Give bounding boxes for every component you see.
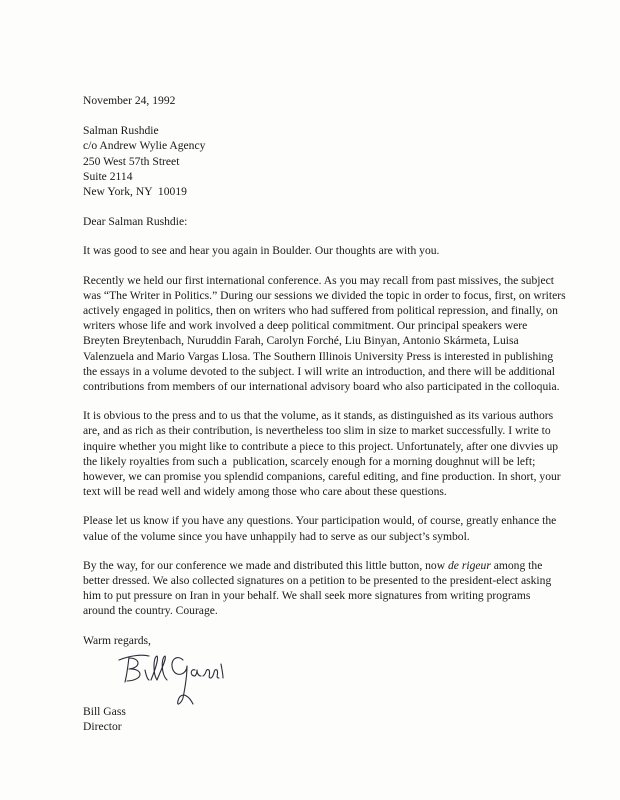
recipient-address [83, 123, 603, 199]
paragraph-2 [83, 273, 603, 395]
closing [83, 633, 603, 648]
paragraph-line: actively engaged in politics, then on writers who had suffered from political repression, and finally, on [83, 304, 558, 318]
paragraph-line: text will be read well and widely among those who care about these questions. [83, 485, 447, 499]
handwritten-signature [83, 654, 603, 716]
recipient-name: Salman Rushdie [83, 124, 159, 138]
recipient-city: New York, NY 10019 [83, 185, 187, 199]
recipient-care-of: c/o Andrew Wylie Agency [83, 139, 206, 153]
paragraph-line: the essays in a volume devoted to the subject. I will write an introduction, and there will be additional [83, 364, 556, 378]
paragraph-line: are, and as rich as their contribution, is nevertheless too slim in size to market successfully. I write to [83, 424, 551, 438]
paragraph-line: however, we can promise you splendid companions, careful editing, and fine production. In short, your [83, 470, 561, 484]
paragraph-line: Valenzuela and Mario Vargas Llosa. The Southern Illinois University Press is interested in publishing [83, 349, 554, 363]
italic-phrase: de rigeur [448, 558, 491, 572]
paragraph-line: inquire whether you might like to contribute a piece to this project. Unfortunately, after one divvies up [83, 439, 559, 453]
paragraph-4 [83, 513, 603, 543]
paragraph-line: the likely royalties from such a publication, scarcely enough for a morning doughnut will be left; [83, 454, 536, 468]
recipient-suite: Suite 2114 [83, 169, 133, 183]
paragraph-line: contributions from members of our international advisory board who also participated in the colloquia. [83, 380, 560, 394]
paragraph-5 [83, 558, 603, 619]
paragraph-line: him to put pressure on Iran in your behalf. We shall seek more signatures from writing programs [83, 589, 531, 603]
signer-name: Bill Gass [83, 704, 126, 718]
paragraph-line: writers whose life and work involved a deep political commitment. Our principal speakers were [83, 319, 528, 333]
paragraph-line [83, 558, 603, 573]
letter-date [83, 93, 603, 108]
paragraph-3 [83, 408, 603, 499]
recipient-street: 250 West 57th Street [83, 154, 180, 168]
signer-title: Director [83, 720, 122, 734]
paragraph-line: was “The Writer in Politics.” During our sessions we divided the topic in order to focus, first, on writers [83, 288, 566, 302]
date-text: November 24, 1992 [83, 94, 176, 107]
paragraph-line: It is obvious to the press and to us that the volume, as it stands, as distinguished as its various authors [83, 409, 554, 423]
paragraph-line: Breyten Breytenbach, Nuruddin Farah, Carolyn Forché, Liu Binyan, Antonio Skármeta, Luisa [83, 334, 519, 348]
signature-icon [111, 648, 241, 718]
paragraph-1 [83, 243, 603, 258]
paragraph-line: around the country. Courage. [83, 604, 218, 618]
letter-page [83, 93, 603, 734]
salutation [83, 214, 603, 229]
paragraph-line: It was good to see and hear you again in Boulder. Our thoughts are with you. [83, 244, 440, 258]
paragraph-line: value of the volume since you have unhappily had to serve as our subject’s symbol. [83, 529, 470, 543]
salutation-text: Dear Salman Rushdie: [83, 215, 188, 229]
text-run: among the [490, 558, 543, 572]
paragraph-line: better dressed. We also collected signatures on a petition to be presented to the president-elect asking [83, 574, 552, 588]
paragraph-line: Please let us know if you have any questions. Your participation would, of course, greatly enhance the [83, 514, 557, 528]
closing-text: Warm regards, [83, 633, 151, 647]
paragraph-line: Recently we held our first international conference. As you may recall from past missives, the subject [83, 273, 555, 287]
text-run: By the way, for our conference we made and distributed this little button, now [83, 558, 448, 572]
